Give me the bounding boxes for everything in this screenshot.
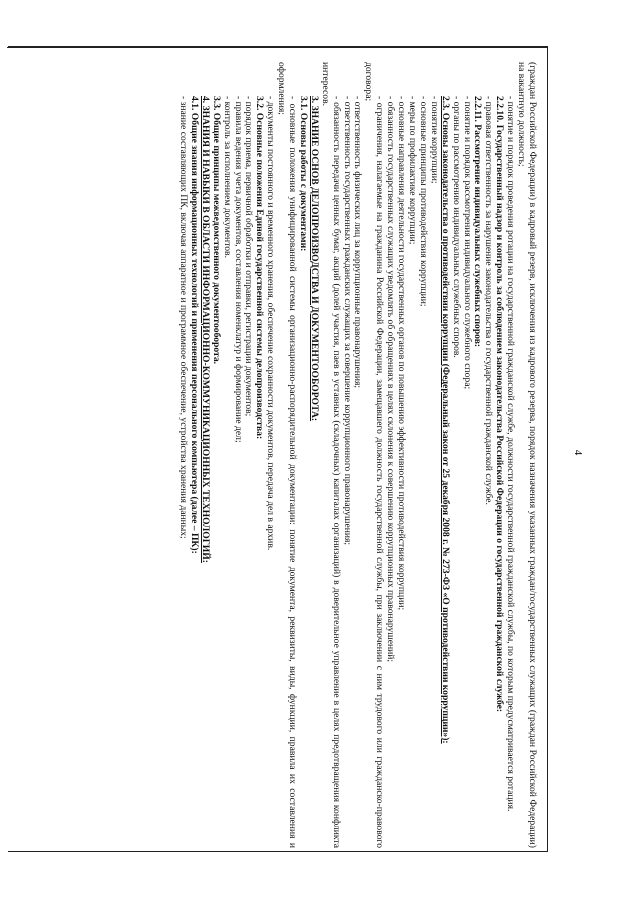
section-heading-3: 3. ЗНАНИЕ ОСНОВ ДЕЛОПРОИЗВОДСТВА И ДОКУМЕНТООБОРОТА: — [308, 96, 320, 422]
section-heading-3-2: 3.2. Основные положения Единой государственной системы делопроизводства: — [254, 96, 266, 440]
paragraph-7: - органы по рассмотрению индивидуальных служебных споров. — [450, 96, 462, 358]
document-body — [177, 62, 537, 848]
paragraph-20: - основные положения унифицированной системы организационно-распорядительной документации: понятие документа, реквизиты, виды, функции, правила их составления и оформления; — [276, 62, 299, 848]
paragraph-11: - меры по профилактике коррупции; — [407, 96, 419, 245]
paragraph-16: - ответственность государственных гражданских служащих за совершение коррупционного правонарушения; — [341, 96, 353, 546]
section-heading-2-2-11: 2.2.11. Рассмотрение индивидуальных служебных споров: — [472, 96, 484, 348]
paragraph-24: - правила ведения учета документов, составления номенклатур и формирование дел; — [232, 96, 244, 443]
section-heading-4: 4. ЗНАНИЯ И НАВЫКИ В ОБЛАСТИ ИНФОРМАЦИОННО-КОММУНИКАЦИОННЫХ ТЕХНОЛОГИЙ: — [199, 96, 211, 563]
paragraph-4: - правовая ответственность за нарушение законодательства о государственной гражданской службе. — [483, 96, 495, 505]
paragraph-23: - порядок приема, первичной обработки и отправки, регистрации документов; — [243, 96, 255, 417]
paragraph-6: - понятие и порядок рассмотрения индивидуального служебного спора; — [461, 96, 473, 390]
table-left-column — [7, 47, 547, 48]
paragraph-10: - основные принципы противодействия коррупции; — [417, 96, 429, 307]
paragraph-21: - документы постоянного и временного хранения, обеспечение сохранности документов, передача дел в архив. — [265, 96, 277, 551]
paragraph-25: - контроль за исполнением документов. — [221, 96, 233, 258]
paragraph-13: - обязанность государственных служащих уведомлять об обращениях в целях склонения к совершению коррупционных правонарушений; — [385, 96, 397, 663]
section-heading-2-3: 2.3. Основы законодательства о противодействии коррупции (Федеральный закон от 25 декабря 2008 г. № 273-ФЗ «О противодействии коррупции»): — [439, 96, 451, 744]
paragraph-17: - обязанность передачи ценных бумаг, акций (долей участия, паев в уставных (складочных) капиталах организаций) в доверительное управление в целях предотвращения конфликта интересов. — [319, 62, 342, 848]
page-number: 4 — [572, 449, 584, 456]
paragraph-15: - ответственность физических лиц за коррупционные правонарушения; — [352, 96, 364, 389]
paragraph-12: - основные направления деятельности государственных органов по повышению эффективности противодействия коррупции; — [396, 96, 408, 611]
section-heading-2-2-10: 2.2.10. Государственный надзор и контроль за соблюдением законодательства Российской Федерации о государственной гражданской службе: — [494, 96, 506, 713]
section-heading-3-1: 3.1. Основы работы с документами: — [297, 96, 309, 252]
paragraph-1: (граждан Российской Федерации) в кадровый резерв, исключения из кадрового резерва, порядок назначения указанных граждан/государственных служащих (граждан Российской Федерации) на вакантную должность; — [516, 62, 538, 848]
paragraph-29: - знание составляющих ПК, включая аппаратное и программное обеспечение, устройства хранения данных; — [178, 96, 189, 539]
section-heading-4-1: 4.1. Общие знания информационных технологий и применения персонального компьютера (далее – ПК): — [188, 96, 200, 554]
paragraph-9: - понятие коррупции; — [428, 96, 440, 184]
paragraph-2: - понятие и порядок проведения ротации на государственной гражданской службе, должности государственной гражданской службы, по которым предусматривается ротация. — [505, 96, 517, 812]
paragraph-14: - ограничения, налагаемые на гражданина Российской Федерации, замещавшего должность государственной службы, при заключении с ним трудового или гражданско-правового договора; — [363, 62, 386, 848]
section-heading-3-3: 3.3. Общие принципы межведомственного документооборота. — [210, 96, 222, 365]
